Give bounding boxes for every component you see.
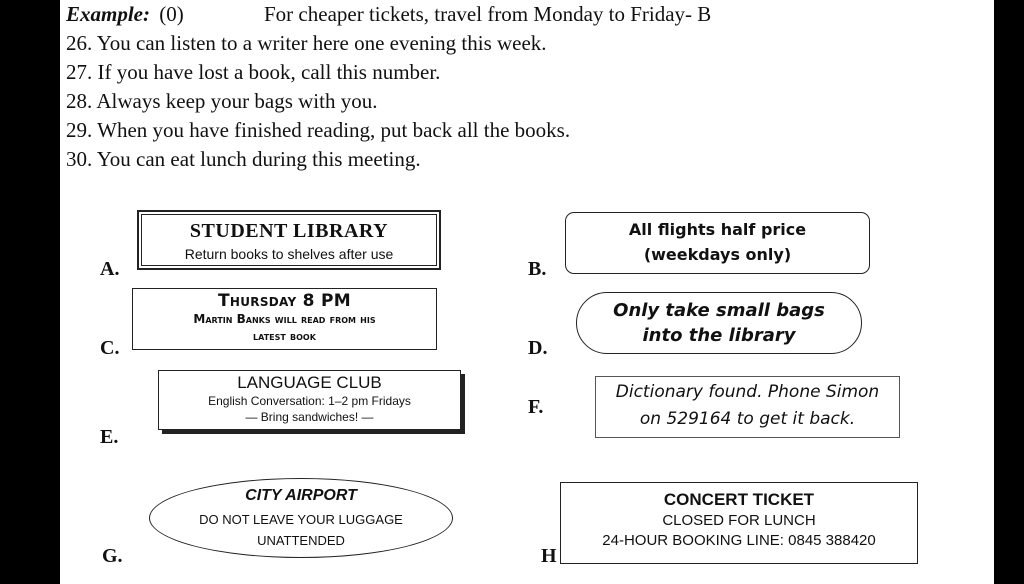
sign-e-line-3: — Bring sandwiches! — — [245, 410, 374, 424]
sign-b-line-1: All flights half price — [628, 220, 807, 239]
sign-h-line-2: CLOSED FOR LUNCH — [662, 512, 816, 529]
option-letter-c: C. — [100, 337, 120, 359]
sign-e-title: LANGUAGE CLUB — [237, 373, 382, 392]
sign-e-line-2: English Conversation: 1–2 pm Fridays — [208, 394, 411, 408]
sign-h-concert-ticket — [560, 482, 918, 564]
sign-b-line-2: (weekdays only) — [643, 245, 792, 264]
option-letter-a: A. — [100, 258, 120, 280]
question-27: 27. If you have lost a book, call this number. — [66, 60, 441, 84]
sign-d-line-1: Only take small bags — [613, 300, 825, 321]
sign-f-line-1: Dictionary found. Phone Simon — [615, 382, 880, 402]
sign-g-line-3: UNATTENDED — [257, 533, 345, 548]
sign-d-line-2: into the library — [642, 325, 796, 346]
option-letter-e: E. — [100, 426, 119, 448]
sign-e-language-club — [158, 370, 461, 430]
example-label: Example: — [66, 2, 150, 26]
option-letter-g: G. — [102, 545, 123, 567]
sign-c-line-3: latest book — [253, 329, 316, 343]
option-letter-d: D. — [528, 337, 548, 359]
sign-a-text: Return books to shelves after use — [184, 246, 394, 262]
example-line — [66, 2, 712, 27]
sign-g-line-2: DO NOT LEAVE YOUR LUGGAGE — [199, 512, 403, 527]
sign-f-dictionary-found — [595, 376, 900, 438]
sign-f-line-2: on 529164 to get it back. — [639, 409, 856, 429]
option-letter-h: H — [541, 545, 557, 567]
sign-h-title: CONCERT TICKET — [663, 490, 815, 509]
example-text: For cheaper tickets, travel from Monday to Friday- B — [264, 2, 712, 26]
sign-c-line-2: Martin Banks will read from his — [193, 312, 376, 326]
option-letter-f: F. — [528, 396, 544, 418]
sign-a-student-library — [137, 210, 441, 270]
sign-b-flights — [565, 212, 870, 274]
sign-g-title: CITY AIRPORT — [245, 487, 357, 504]
sign-a-inner-frame — [141, 214, 437, 266]
sign-h-line-3: 24-HOUR BOOKING LINE: 0845 388420 — [602, 532, 876, 549]
sign-a-title: STUDENT LIBRARY — [189, 220, 389, 242]
example-number: (0) — [159, 2, 184, 26]
question-30: 30. You can eat lunch during this meeting. — [66, 147, 421, 171]
worksheet-page — [60, 0, 994, 584]
sign-c-title: Thursday 8 PM — [218, 291, 351, 311]
question-26: 26. You can listen to a writer here one evening this week. — [66, 31, 547, 55]
option-letter-b: B. — [528, 258, 547, 280]
sign-d-small-bags — [576, 292, 862, 354]
sign-c-reading-event — [132, 288, 437, 350]
question-28: 28. Always keep your bags with you. — [66, 89, 378, 113]
question-29: 29. When you have finished reading, put back all the books. — [66, 118, 571, 142]
sign-g-city-airport — [149, 478, 453, 558]
